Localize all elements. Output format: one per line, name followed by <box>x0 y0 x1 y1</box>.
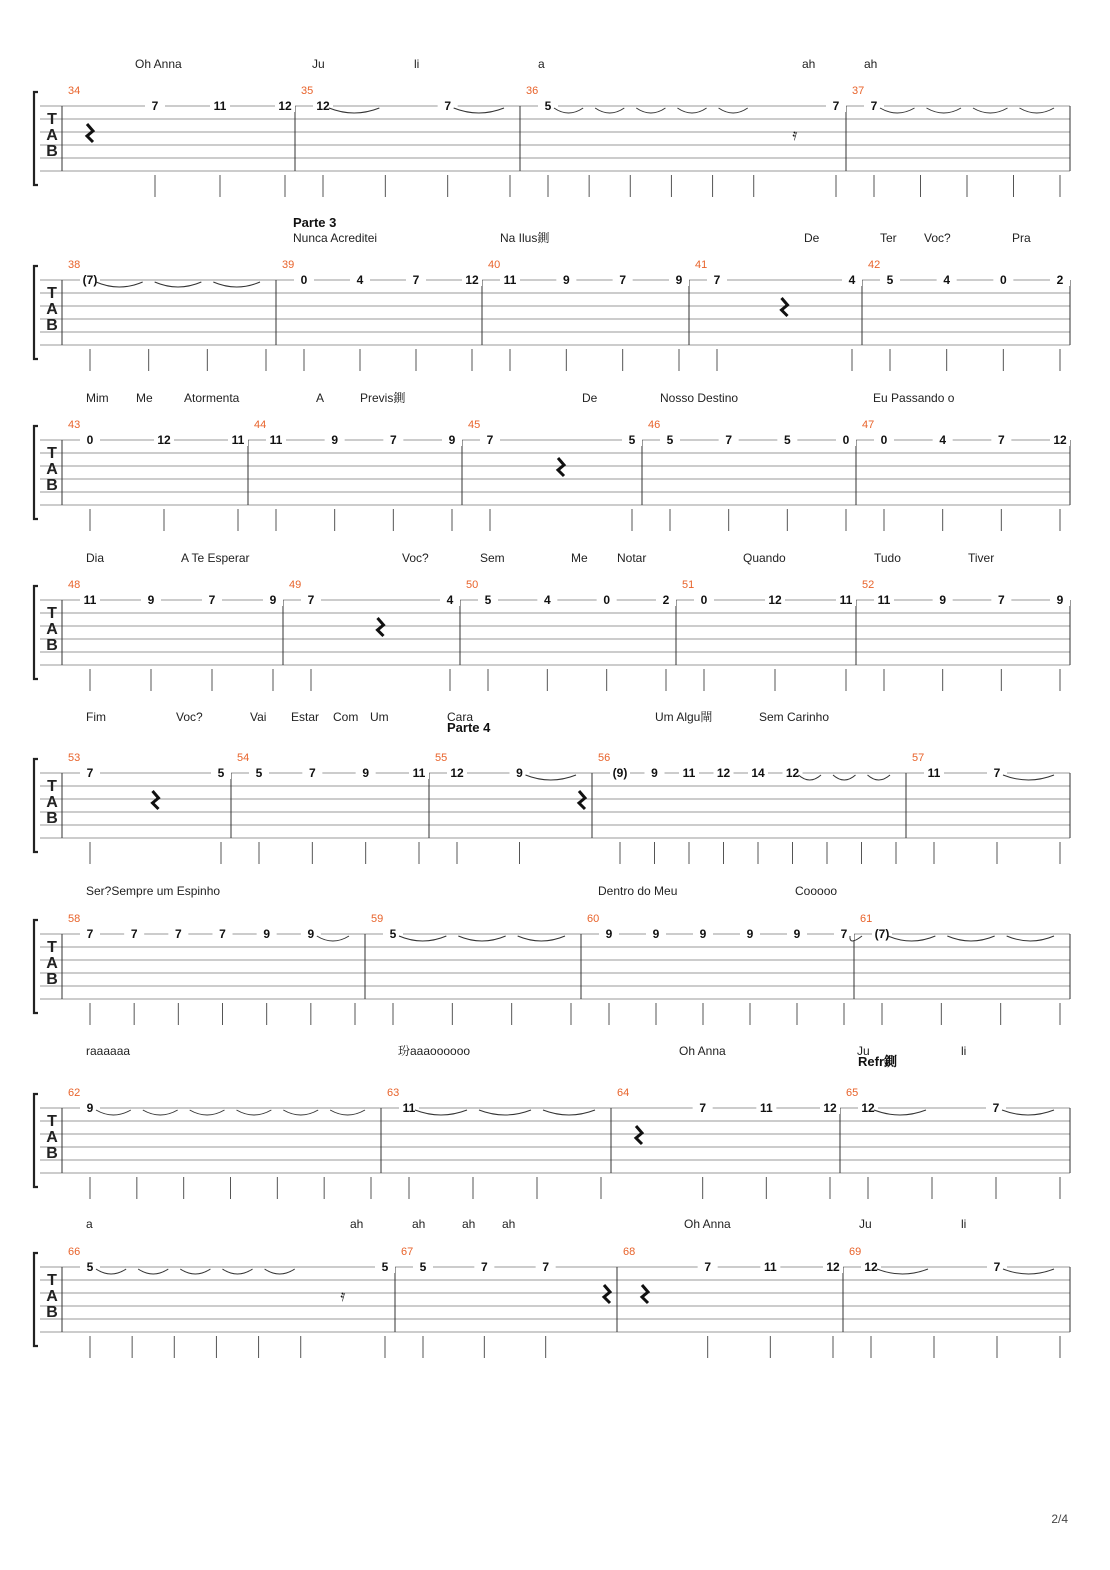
tie-arc <box>874 1110 926 1115</box>
fret-number: 5 <box>217 766 225 780</box>
tie-arc <box>283 1110 318 1115</box>
section-label: Parte 3 <box>293 215 337 230</box>
lyric: De <box>582 391 598 405</box>
tie-arc <box>190 1110 225 1115</box>
tie-arc <box>415 1110 467 1115</box>
measure-number: 57 <box>912 752 925 764</box>
fret-number: 5 <box>628 433 636 447</box>
lyric: ah <box>462 1217 476 1231</box>
tie-arc <box>833 775 856 780</box>
tab-clef-letter: A <box>46 955 58 972</box>
fret-number: 4 <box>848 273 856 287</box>
quarter-rest-icon <box>604 1285 610 1303</box>
fret-number: 7 <box>997 433 1005 447</box>
lyric: Quando <box>743 551 786 565</box>
measure-number: 36 <box>526 85 539 97</box>
measure-number: 67 <box>401 1246 414 1258</box>
tie-arc <box>1020 108 1055 113</box>
tab-clef-letter: B <box>46 1304 58 1321</box>
lyric: Ju <box>312 57 325 71</box>
tie-arc <box>880 108 915 113</box>
fret-number: 0 <box>880 433 888 447</box>
staff-bracket <box>34 426 38 519</box>
tab-clef-letter: B <box>46 971 58 988</box>
fret-number: 7 <box>130 927 138 941</box>
tie-arc <box>1003 1269 1054 1274</box>
staff-bracket <box>34 266 38 359</box>
fret-number: 11 <box>412 766 426 780</box>
tie-arc <box>636 108 665 113</box>
tie-arc <box>518 936 565 941</box>
fret-number: 7 <box>208 593 216 607</box>
fret-number: 12 <box>278 99 292 113</box>
fret-number: 7 <box>992 1101 1000 1115</box>
measure-number: 64 <box>617 1087 630 1099</box>
fret-number: 4 <box>939 433 947 447</box>
fret-number: 4 <box>543 593 551 607</box>
tie-arc <box>973 108 1008 113</box>
tab-clef-letter: A <box>46 621 58 638</box>
tie-arc <box>138 1269 168 1274</box>
tab-clef-letter: A <box>46 301 58 318</box>
fret-number: (9) <box>612 766 628 780</box>
lyric: A Te Esperar <box>181 551 250 565</box>
lyric: Voc? <box>402 551 429 565</box>
measure-number: 49 <box>289 579 302 591</box>
fret-number: 12 <box>785 766 800 780</box>
quarter-rest-icon <box>782 298 788 316</box>
staff-bracket <box>34 1253 38 1346</box>
lyric: A <box>316 391 325 405</box>
lyric: Tiver <box>968 551 995 565</box>
measure-number: 38 <box>68 259 81 271</box>
tab-clef-letter: B <box>46 810 58 827</box>
tie-arc <box>399 936 446 941</box>
fret-number: 9 <box>562 273 570 287</box>
tab-clef-letter: A <box>46 1129 58 1146</box>
fret-number: 7 <box>219 927 226 941</box>
measure-number: 55 <box>435 752 448 764</box>
measure-number: 56 <box>598 752 611 764</box>
fret-number: 0 <box>300 273 308 287</box>
measure-number: 37 <box>852 85 865 97</box>
staff-bracket <box>34 920 38 1013</box>
measure-number: 63 <box>387 1087 400 1099</box>
tie-arc <box>888 936 935 941</box>
tab-clef-letter: T <box>47 605 57 622</box>
sixteenth-rest-icon: 𝄿 <box>340 1286 346 1305</box>
measure-number: 34 <box>68 85 81 97</box>
measure-number: 51 <box>682 579 695 591</box>
fret-number: 0 <box>86 433 94 447</box>
fret-number: 7 <box>307 593 315 607</box>
tie-arc <box>1002 1110 1054 1115</box>
tab-clef-letter: A <box>46 127 58 144</box>
lyric: Fim <box>86 710 106 724</box>
lyric: Voc? <box>176 710 203 724</box>
tie-arc <box>155 282 202 287</box>
fret-number: 9 <box>448 433 456 447</box>
measure-number: 46 <box>648 419 661 431</box>
fret-number: 9 <box>651 766 658 780</box>
fret-number: 11 <box>763 1260 777 1274</box>
measure-number: 35 <box>301 85 314 97</box>
measure-number: 44 <box>254 419 267 431</box>
measure-number: 69 <box>849 1246 862 1258</box>
lyric: ah <box>502 1217 516 1231</box>
lyric: Um Algu閘 <box>655 710 713 724</box>
fret-number: 7 <box>993 1260 1001 1274</box>
fret-number: 12 <box>316 99 330 113</box>
lyric: Atormenta <box>184 391 240 405</box>
measure-number: 60 <box>587 913 600 925</box>
lyric: Me <box>571 551 588 565</box>
fret-number: 12 <box>465 273 479 287</box>
lyric: Oh Anna <box>679 1044 726 1058</box>
lyric: Voc? <box>924 231 951 245</box>
fret-number: 9 <box>362 766 370 780</box>
fret-number: 7 <box>86 766 94 780</box>
fret-number: 7 <box>840 927 848 941</box>
lyric: Dia <box>86 551 105 565</box>
tab-clef-letter: B <box>46 477 58 494</box>
tie-arc <box>96 1110 131 1115</box>
fret-number: 9 <box>675 273 683 287</box>
tab-clef-letter: T <box>47 1272 57 1289</box>
fret-number: 9 <box>516 766 523 780</box>
fret-number: 7 <box>412 273 420 287</box>
lyric: Sem <box>480 551 505 565</box>
tie-arc <box>719 108 748 113</box>
fret-number: 4 <box>356 273 364 287</box>
lyric: Eu Passando o <box>873 391 955 405</box>
fret-number: 9 <box>1056 593 1064 607</box>
fret-number: 9 <box>793 927 801 941</box>
fret-number: 2 <box>662 593 670 607</box>
fret-number: 7 <box>486 433 494 447</box>
lyric: Nunca Acreditei <box>293 231 378 245</box>
lyric: Oh Anna <box>135 57 182 71</box>
fret-number: 7 <box>725 433 733 447</box>
tie-arc <box>947 936 994 941</box>
fret-number: 7 <box>997 593 1005 607</box>
measure-number: 52 <box>862 579 875 591</box>
fret-number: 0 <box>603 593 611 607</box>
tab-clef-letter: T <box>47 939 57 956</box>
tab-clef-letter: B <box>46 637 58 654</box>
tab-clef-letter: B <box>46 143 58 160</box>
fret-number: 7 <box>619 273 627 287</box>
lyric: Ser?Sempre um Espinho <box>86 884 221 898</box>
fret-number: 12 <box>864 1260 878 1274</box>
fret-number: 5 <box>666 433 674 447</box>
lyric: Dentro do Meu <box>598 884 678 898</box>
lyric: Ter <box>880 231 897 245</box>
lyric: Vai <box>250 710 267 724</box>
fret-number: 9 <box>86 1101 94 1115</box>
tab-clef-letter: T <box>47 111 57 128</box>
fret-number: 9 <box>652 927 660 941</box>
fret-number: 7 <box>832 99 840 113</box>
lyric: Cara <box>447 710 474 724</box>
tie-arc <box>677 108 706 113</box>
lyric: Um <box>370 710 389 724</box>
fret-number: 7 <box>480 1260 488 1274</box>
lyric: Com <box>333 710 359 724</box>
lyric: Ju <box>857 1044 870 1058</box>
tie-arc <box>543 1110 595 1115</box>
lyric: li <box>961 1217 967 1231</box>
tie-arc <box>1007 936 1054 941</box>
fret-number: 5 <box>419 1260 427 1274</box>
fret-number: 11 <box>759 1101 773 1115</box>
fret-number: 5 <box>544 99 552 113</box>
tie-arc <box>526 775 577 780</box>
fret-number: 12 <box>823 1101 837 1115</box>
page-number: 2/4 <box>1051 1512 1068 1526</box>
tab-clef-letter: A <box>46 461 58 478</box>
quarter-rest-icon <box>579 791 585 809</box>
staff-bracket <box>34 1094 38 1187</box>
tab-clef-letter: A <box>46 794 58 811</box>
staff-bracket <box>34 759 38 852</box>
fret-number: 7 <box>389 433 397 447</box>
tab-clef-letter: T <box>47 778 57 795</box>
lyric: Ju <box>859 1217 872 1231</box>
lyric: Sem Carinho <box>759 710 830 724</box>
fret-number: 5 <box>381 1260 389 1274</box>
fret-number: 5 <box>783 433 791 447</box>
fret-number: 5 <box>255 766 263 780</box>
fret-number: 11 <box>839 593 853 607</box>
lyric: ah <box>412 1217 426 1231</box>
fret-number: 12 <box>768 593 782 607</box>
fret-number: 7 <box>86 927 94 941</box>
tie-arc <box>329 108 379 113</box>
fret-number: 9 <box>605 927 613 941</box>
lyric: a <box>538 57 545 71</box>
measure-number: 40 <box>488 259 501 271</box>
measure-number: 53 <box>68 752 81 764</box>
tie-arc <box>927 108 962 113</box>
tie-arc <box>265 1269 295 1274</box>
fret-number: 11 <box>213 99 227 113</box>
lyric: Pra <box>1012 231 1031 245</box>
fret-number: 9 <box>269 593 277 607</box>
lyric: De <box>804 231 820 245</box>
fret-number: 9 <box>699 927 707 941</box>
staff-bracket <box>34 92 38 185</box>
fret-number: 12 <box>157 433 171 447</box>
fret-number: 11 <box>877 593 891 607</box>
tie-arc <box>554 108 583 113</box>
tie-arc <box>143 1110 178 1115</box>
tie-arc <box>180 1269 210 1274</box>
tie-arc <box>877 1269 928 1274</box>
fret-number: 9 <box>307 927 315 941</box>
fret-number: 14 <box>751 766 765 780</box>
lyric: Na Ilus鍘 <box>500 231 550 245</box>
lyric: ah <box>802 57 816 71</box>
fret-number: (7) <box>82 273 98 287</box>
lyric: raaaaaa <box>86 1044 131 1058</box>
fret-number: 9 <box>331 433 339 447</box>
fret-number: 5 <box>86 1260 94 1274</box>
fret-number: 7 <box>444 99 452 113</box>
lyric: Nosso Destino <box>660 391 739 405</box>
measure-number: 48 <box>68 579 81 591</box>
measure-number: 50 <box>466 579 479 591</box>
tie-arc <box>213 282 260 287</box>
quarter-rest-icon <box>636 1126 642 1144</box>
tie-arc <box>330 1110 365 1115</box>
lyric: 玢aaaoooooo <box>398 1044 471 1058</box>
tie-arc <box>595 108 624 113</box>
fret-number: 7 <box>699 1101 707 1115</box>
measure-number: 61 <box>860 913 873 925</box>
measure-number: 47 <box>862 419 875 431</box>
lyric: a <box>86 1217 93 1231</box>
measure-number: 58 <box>68 913 81 925</box>
lyric: Cooooo <box>795 884 838 898</box>
fret-number: 7 <box>151 99 159 113</box>
fret-number: 5 <box>389 927 397 941</box>
fret-number: 11 <box>269 433 283 447</box>
fret-number: 4 <box>943 273 951 287</box>
lyric: Me <box>136 391 153 405</box>
fret-number: 9 <box>263 927 271 941</box>
measure-number: 42 <box>868 259 881 271</box>
fret-number: 9 <box>147 593 155 607</box>
fret-number: 2 <box>1056 273 1064 287</box>
fret-number: 11 <box>231 433 245 447</box>
tab-clef-letter: T <box>47 445 57 462</box>
measure-number: 45 <box>468 419 481 431</box>
tie-arc <box>96 1269 126 1274</box>
section-label: Refr鍘 <box>858 1054 898 1069</box>
fret-number: 9 <box>746 927 754 941</box>
tab-clef-letter: B <box>46 317 58 334</box>
fret-number: 7 <box>174 927 182 941</box>
quarter-rest-icon <box>558 458 564 476</box>
fret-number: (7) <box>874 927 890 941</box>
quarter-rest-icon <box>642 1285 648 1303</box>
tab-clef-letter: B <box>46 1145 58 1162</box>
tab-clef-letter: A <box>46 1288 58 1305</box>
fret-number: 7 <box>308 766 316 780</box>
lyric: Tudo <box>874 551 901 565</box>
tie-arc <box>96 282 143 287</box>
fret-number: 11 <box>402 1101 416 1115</box>
measure-number: 41 <box>695 259 708 271</box>
lyric: li <box>961 1044 967 1058</box>
lyric: Previs鍘 <box>360 391 406 405</box>
quarter-rest-icon <box>87 124 93 142</box>
quarter-rest-icon <box>378 618 384 636</box>
lyric: ah <box>864 57 878 71</box>
fret-number: 4 <box>446 593 454 607</box>
tab-clef-letter: T <box>47 285 57 302</box>
measure-number: 62 <box>68 1087 81 1099</box>
fret-number: 5 <box>886 273 894 287</box>
fret-number: 12 <box>450 766 464 780</box>
fret-number: 11 <box>503 273 517 287</box>
fret-number: 0 <box>700 593 708 607</box>
tie-arc <box>237 1110 272 1115</box>
fret-number: 7 <box>704 1260 712 1274</box>
lyric: ah <box>350 1217 364 1231</box>
section-label: Parte 4 <box>447 720 491 735</box>
sixteenth-rest-icon: 𝄿 <box>792 125 798 144</box>
fret-number: 12 <box>716 766 731 780</box>
fret-number: 12 <box>861 1101 875 1115</box>
tie-arc <box>317 936 349 941</box>
fret-number: 7 <box>713 273 721 287</box>
measure-number: 43 <box>68 419 81 431</box>
fret-number: 7 <box>993 766 1001 780</box>
measure-number: 39 <box>282 259 295 271</box>
lyric: Notar <box>617 551 647 565</box>
fret-number: 11 <box>682 766 696 780</box>
tie-arc <box>454 108 504 113</box>
fret-number: 9 <box>939 593 947 607</box>
measure-number: 54 <box>237 752 250 764</box>
fret-number: 7 <box>870 99 878 113</box>
fret-number: 11 <box>927 766 941 780</box>
fret-number: 12 <box>826 1260 840 1274</box>
lyric: Oh Anna <box>684 1217 731 1231</box>
fret-number: 0 <box>842 433 850 447</box>
tab-clef-letter: T <box>47 1113 57 1130</box>
measure-number: 66 <box>68 1246 81 1258</box>
quarter-rest-icon <box>153 791 159 809</box>
fret-number: 11 <box>83 593 97 607</box>
measure-number: 68 <box>623 1246 636 1258</box>
tie-arc <box>458 936 505 941</box>
fret-number: 12 <box>1053 433 1067 447</box>
measure-number: 59 <box>371 913 384 925</box>
lyric: Mim <box>86 391 109 405</box>
measure-number: 65 <box>846 1087 859 1099</box>
tie-arc <box>479 1110 531 1115</box>
fret-number: 0 <box>999 273 1007 287</box>
tie-arc <box>222 1269 252 1274</box>
fret-number: 7 <box>542 1260 550 1274</box>
tie-arc <box>1003 775 1054 780</box>
fret-number: 5 <box>484 593 492 607</box>
tie-arc <box>868 775 891 780</box>
lyric: li <box>414 57 420 71</box>
lyric: Estar <box>291 710 320 724</box>
staff-bracket <box>34 586 38 679</box>
